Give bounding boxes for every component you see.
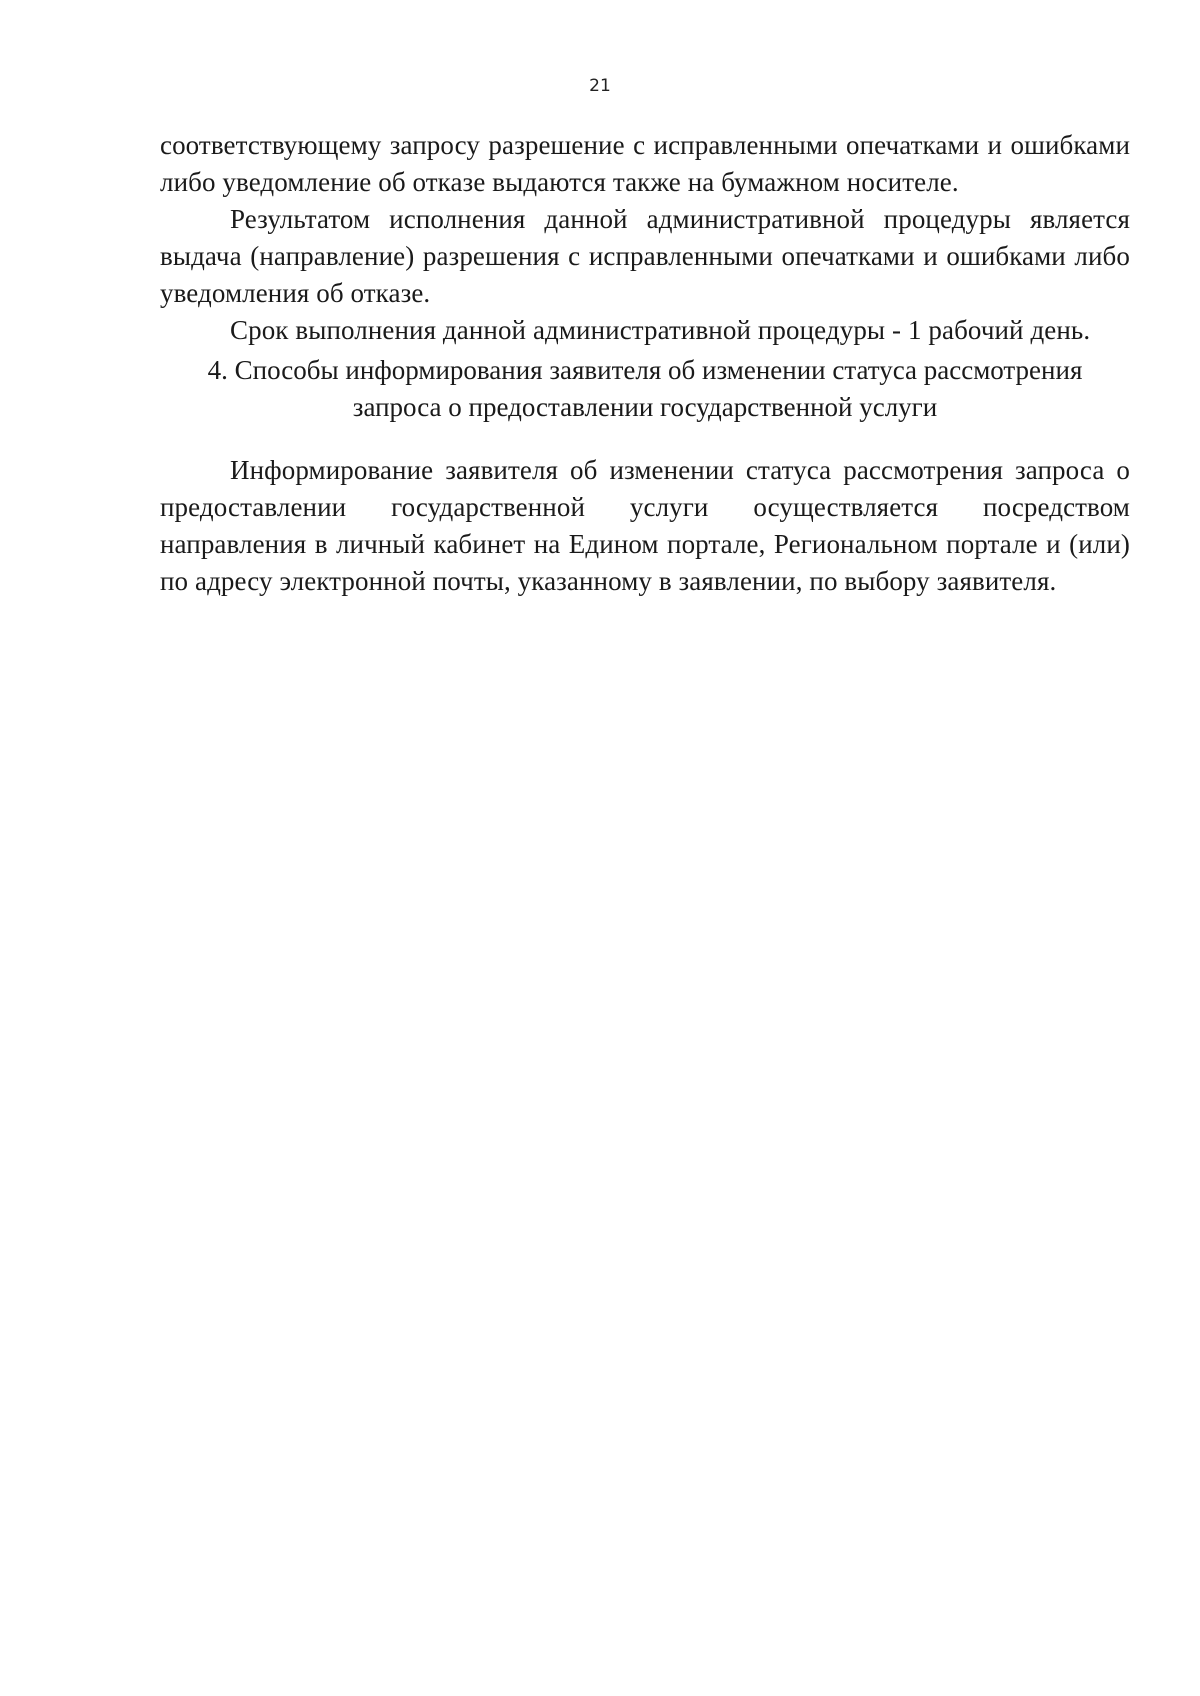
continuation-paragraph: соответствующему запросу разрешение с исправленными опечатками и ошибками либо уведомление об отказе выдаются также на бумажном носителе. xyxy=(160,130,1130,197)
page-number: 21 xyxy=(589,76,611,96)
result-paragraph: Результатом исполнения данной административной процедуры является выдача (направление) разрешения с исправленными опечатками и ошибками либо уведомления об отказе. xyxy=(160,204,1130,308)
section-heading-line-1: 4. Способы информирования заявителя об изменении статуса рассмотрения xyxy=(207,355,1083,385)
previous-section-text xyxy=(160,127,1130,349)
deadline-paragraph: Срок выполнения данной административной процедуры - 1 рабочий день. xyxy=(230,315,1091,345)
section-heading-line-2: запроса о предоставлении государственной услуги xyxy=(352,392,938,422)
section-heading xyxy=(160,352,1130,426)
section-4-text xyxy=(160,452,1130,600)
section-4-paragraph: Информирование заявителя об изменении статуса рассмотрения запроса о предоставлении государственной услуги осуществляется посредством направления в личный кабинет на Едином портале, Региональном портале и (или) по адресу электронной почты, указанному в заявлении, по выбору заявителя. xyxy=(160,455,1130,596)
